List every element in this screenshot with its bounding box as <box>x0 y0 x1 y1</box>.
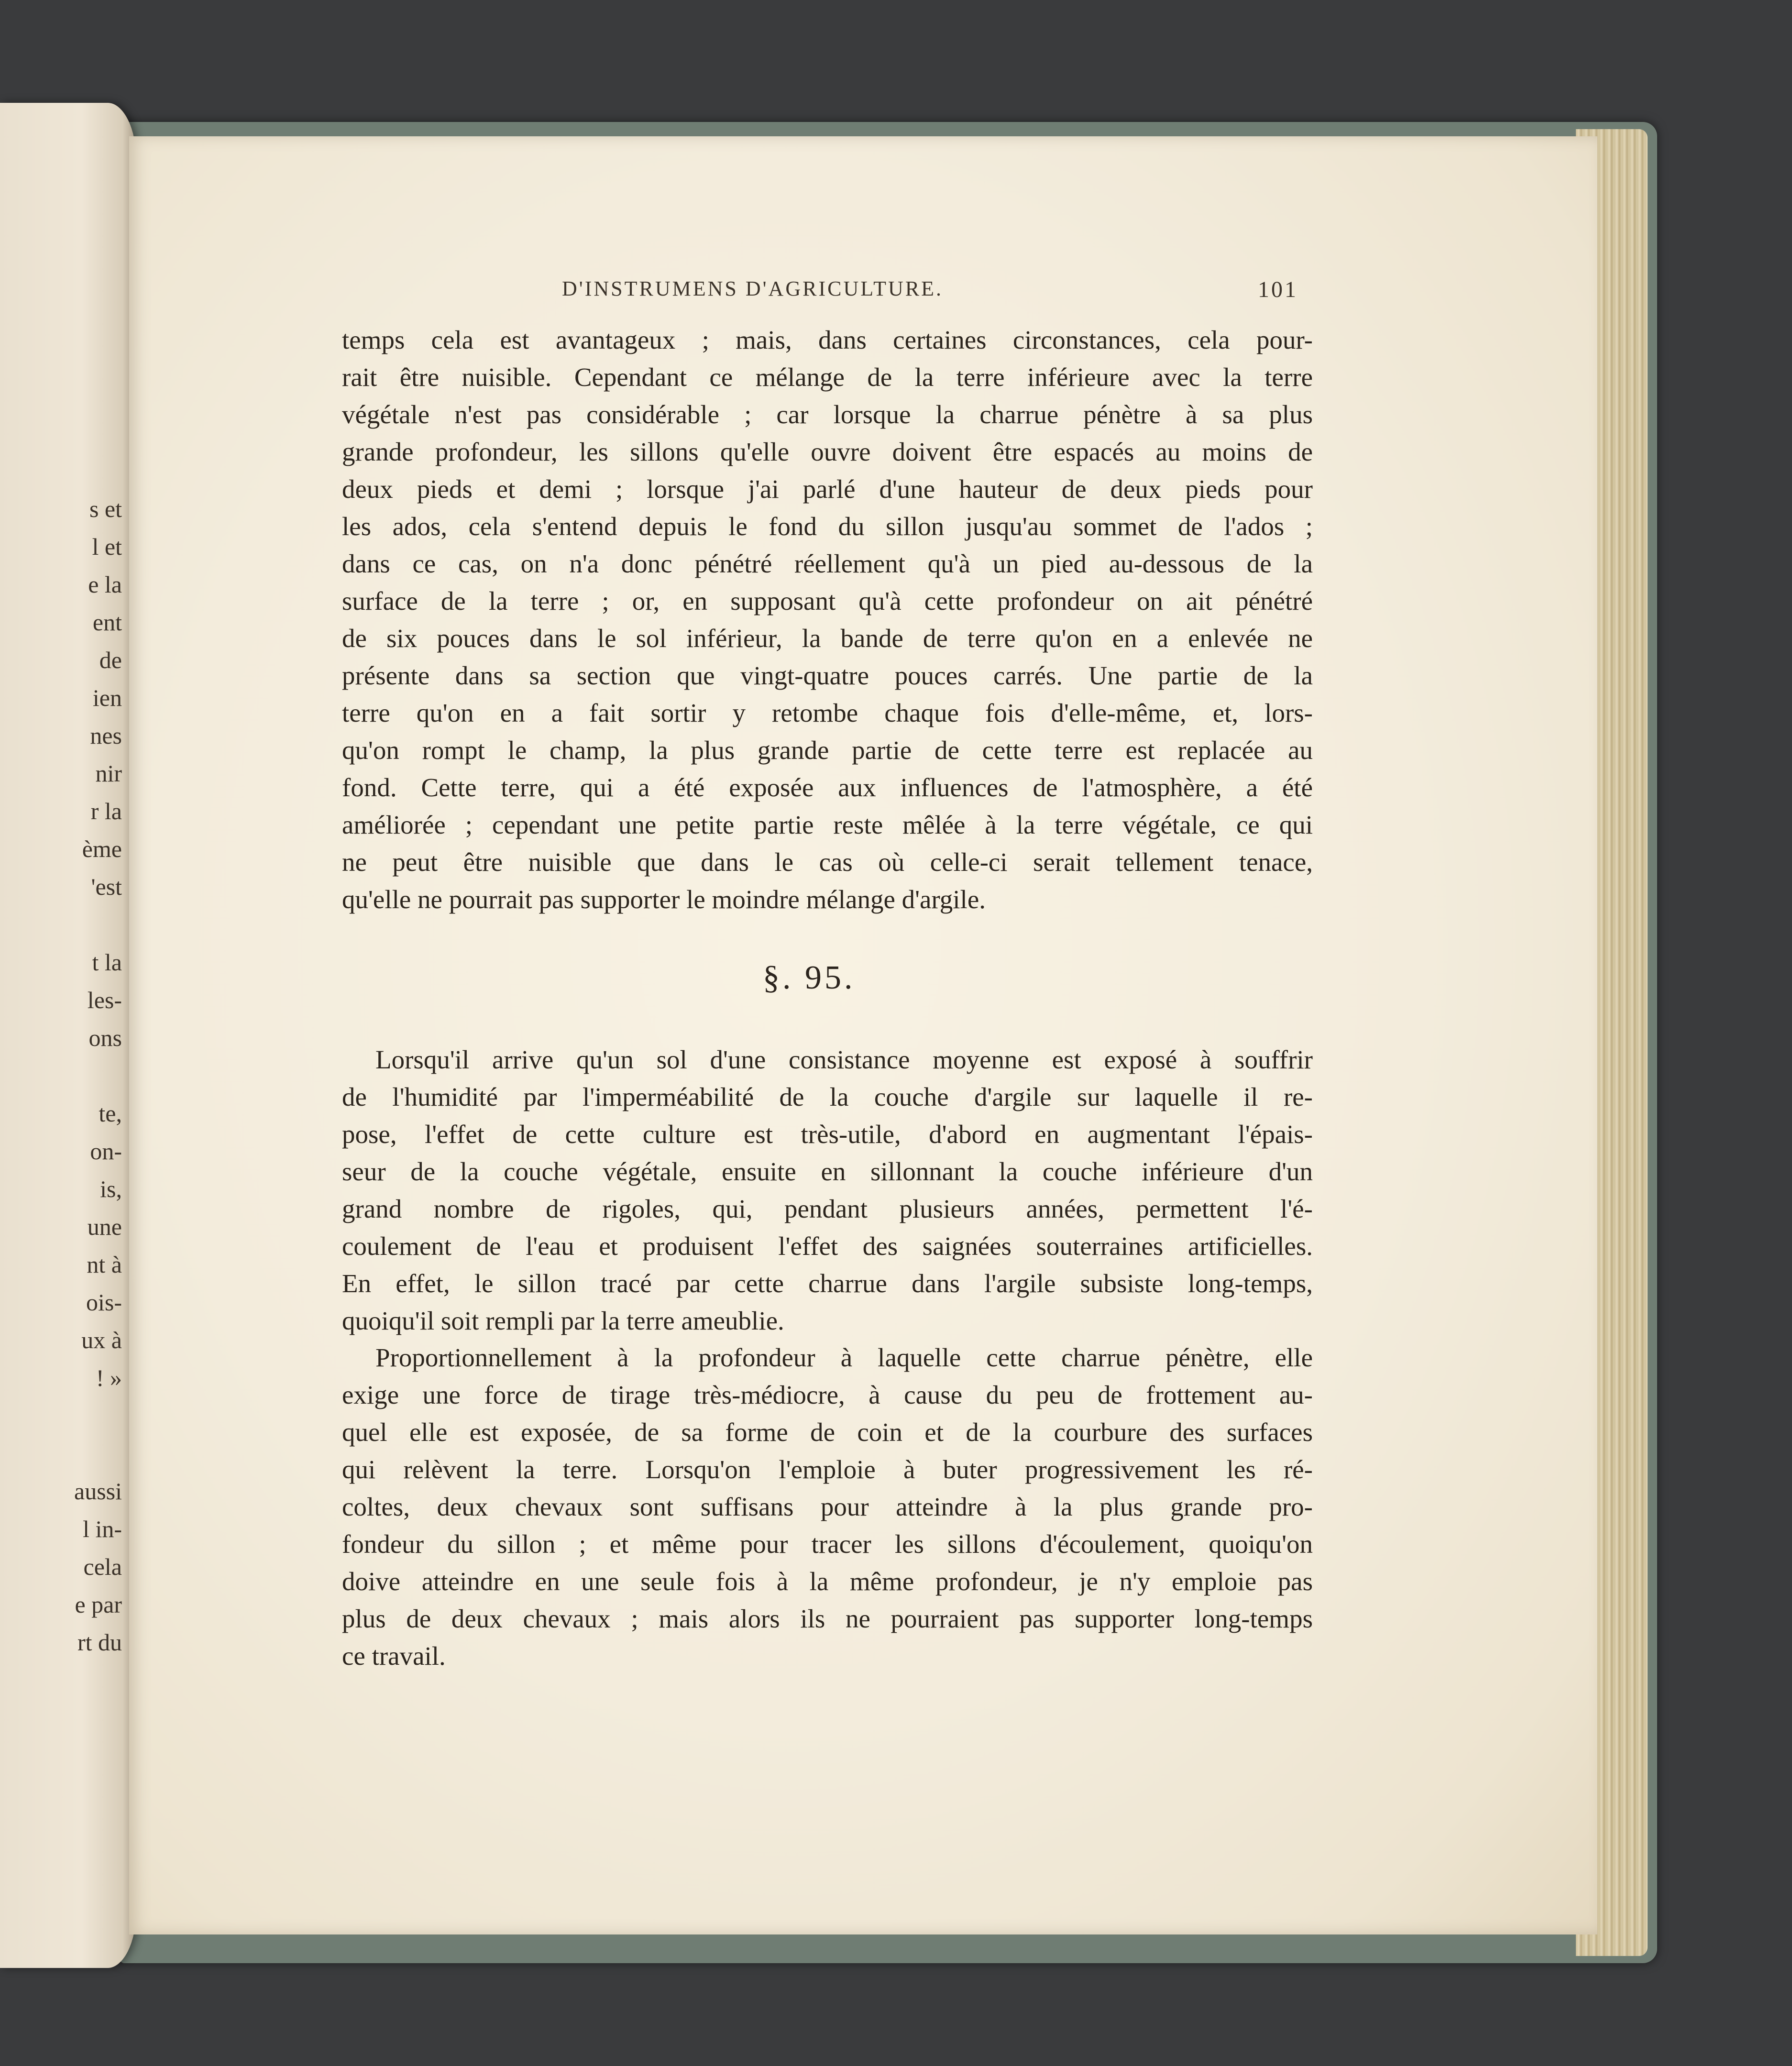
left-page-fragment: 'est <box>91 873 122 900</box>
left-page-fragment: ois- <box>86 1289 122 1316</box>
left-page-fragment <box>74 1397 122 1435</box>
text-line: qu'elle ne pourrait pas supporter le moindre mélange d'argile. <box>342 885 986 914</box>
text-line: fondeur du sillon ; et même pour tracer les sillons d'écoulement, quoiqu'on <box>342 1529 1313 1559</box>
left-page-fragment: r la <box>90 798 122 824</box>
text-line: les ados, cela s'entend depuis le fond du sillon jusqu'au sommet de l'ados ; <box>342 512 1313 541</box>
text-line: surface de la terre ; or, en supposant qu'à cette profondeur on ait pénétré <box>342 586 1313 615</box>
left-page-fragment: rt du <box>77 1629 122 1656</box>
text-line: de six pouces dans le sol inférieur, la bande de terre qu'on en a enlevée ne <box>342 624 1313 653</box>
left-page-text-fragments <box>74 490 122 1661</box>
text-line: Lorsqu'il arrive qu'un sol d'une consistance moyenne est exposé à souffrir <box>375 1045 1313 1074</box>
text-line: seur de la couche végétale, ensuite en sillonnant la couche inférieure d'un <box>342 1157 1313 1186</box>
left-page-fragment <box>74 1057 122 1095</box>
page-number: 101 <box>1258 277 1298 302</box>
running-head: D'INSTRUMENS D'AGRICULTURE. <box>562 277 943 300</box>
left-page-fragment: t la <box>92 949 122 976</box>
left-page-fragment: ème <box>82 835 122 862</box>
left-page-fragment: aussi <box>74 1478 122 1505</box>
left-page-fragment: s et <box>89 495 122 522</box>
left-page-fragment: nt à <box>87 1251 122 1278</box>
left-page-fragment <box>74 906 122 944</box>
left-page-fragment: ! » <box>96 1364 122 1391</box>
left-page-fragment: nes <box>90 722 122 749</box>
left-page-fragment: ux à <box>81 1327 122 1353</box>
text-line: qui relèvent la terre. Lorsqu'on l'emploie à buter progressivement les ré- <box>342 1455 1313 1484</box>
text-line: En effet, le sillon tracé par cette charrue dans l'argile subsiste long-temps, <box>342 1269 1313 1298</box>
section-heading: §. 95. <box>763 959 856 996</box>
left-page-fragment: ien <box>92 684 122 711</box>
left-page-fragment: l in- <box>83 1516 122 1542</box>
text-line: temps cela est avantageux ; mais, dans certaines circonstances, cela pour- <box>342 325 1313 354</box>
text-line: ce travail. <box>342 1641 446 1670</box>
left-page-fragment: on- <box>90 1138 122 1165</box>
paragraph-1 <box>342 321 1313 918</box>
text-line: végétale n'est pas considérable ; car lorsque la charrue pénètre à sa plus <box>342 400 1313 429</box>
text-line: présente dans sa section que vingt-quatre pouces carrés. Une partie de la <box>342 661 1313 690</box>
text-line: grande profondeur, les sillons qu'elle ouvre doivent être espacés au moins de <box>342 437 1313 466</box>
left-page-fragment: une <box>87 1213 122 1240</box>
left-page-fragment: nir <box>95 760 122 787</box>
text-line: de l'humidité par l'imperméabilité de la couche d'argile sur laquelle il re- <box>342 1082 1313 1111</box>
left-page-fragment: l et <box>92 533 122 560</box>
paragraph-2 <box>342 1041 1313 1340</box>
left-page-fragment: les- <box>87 987 122 1013</box>
left-page-fragment: de <box>99 647 122 673</box>
text-line: exige une force de tirage très-médiocre, à cause du peu de frottement au- <box>342 1380 1313 1409</box>
text-line: qu'on rompt le champ, la plus grande partie de cette terre est replacée au <box>342 736 1313 765</box>
left-page-fragment: ent <box>92 609 122 636</box>
paragraph-3 <box>342 1339 1313 1675</box>
text-line: deux pieds et demi ; lorsque j'ai parlé d'une hauteur de deux pieds pour <box>342 474 1313 504</box>
left-page-fragment: cela <box>83 1553 122 1580</box>
text-line: fond. Cette terre, qui a été exposée aux influences de l'atmosphère, a été <box>342 773 1313 802</box>
text-line: pose, l'effet de cette culture est très-utile, d'abord en augmentant l'épais- <box>342 1120 1313 1149</box>
text-line: doive atteindre en une seule fois à la même profondeur, je n'y emploie pas <box>342 1567 1313 1596</box>
left-page-fragment <box>74 1435 122 1473</box>
text-line: rait être nuisible. Cependant ce mélange de la terre inférieure avec la terre <box>342 363 1313 392</box>
left-page-fragment: e la <box>88 571 122 598</box>
text-line: coulement de l'eau et produisent l'effet des saignées souterraines artificielles. <box>342 1231 1313 1261</box>
left-page-fragment: e par <box>75 1591 122 1618</box>
text-line: plus de deux chevaux ; mais alors ils ne pourraient pas supporter long-temps <box>342 1604 1313 1633</box>
left-facing-page <box>0 103 136 1968</box>
text-line: quel elle est exposée, de sa forme de coin et de la courbure des surfaces <box>342 1418 1313 1447</box>
text-line: Proportionnellement à la profondeur à laquelle cette charrue pénètre, elle <box>375 1343 1313 1372</box>
text-line: ne peut être nuisible que dans le cas où celle-ci serait tellement tenace, <box>342 847 1313 877</box>
left-page-fragment: ons <box>88 1024 122 1051</box>
text-line: grand nombre de rigoles, qui, pendant plusieurs années, permettent l'é- <box>342 1194 1313 1223</box>
left-page-fragment: is, <box>100 1176 122 1202</box>
text-line: coltes, deux chevaux sont suffisans pour atteindre à la plus grande pro- <box>342 1492 1313 1521</box>
text-line: dans ce cas, on n'a donc pénétré réellement qu'à un pied au-dessous de la <box>342 549 1313 578</box>
text-line: terre qu'on en a fait sortir y retombe chaque fois d'elle-même, et, lors- <box>342 698 1313 727</box>
text-line: améliorée ; cependant une petite partie reste mêlée à la terre végétale, ce qui <box>342 810 1313 839</box>
text-line: quoiqu'il soit rempli par la terre ameublie. <box>342 1306 784 1335</box>
left-page-fragment: te, <box>99 1100 122 1127</box>
